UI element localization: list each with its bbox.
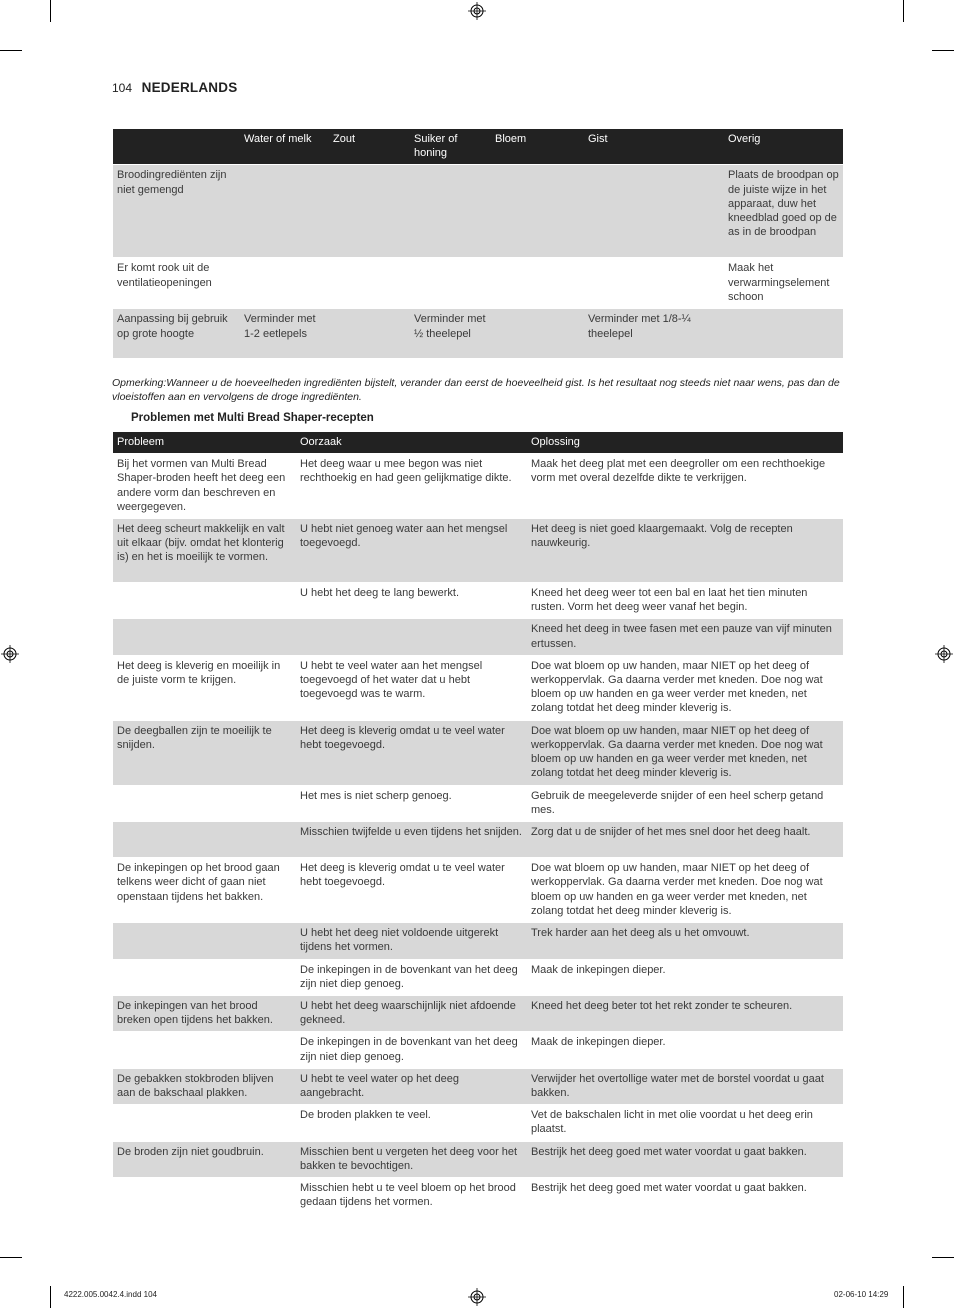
table-cell — [584, 258, 724, 309]
table-cell: Verminder met 1/8-¼ theelepel — [584, 309, 724, 358]
adjustments-table — [113, 129, 843, 358]
section-title: Problemen met Multi Bread Shaper-recepten — [131, 412, 374, 424]
table-cell — [113, 785, 296, 821]
note-text: Opmerking:Wanneer u de hoeveelheden ingrediënten bijstelt, verander dan eerst de hoeveelheid gist. Is het resultaat nog steeds niet naar wens, pas dan de vloeistoffen aan en vervolgens de droge ingrediënten. — [112, 377, 840, 403]
table-cell: Bij het vormen van Multi Bread Shaper-broden heeft het deeg een andere vorm dan beschreven en weergegeven. — [113, 454, 296, 519]
registration-mark-icon — [935, 645, 953, 663]
table-cell: Maak de inkepingen dieper. — [527, 1032, 843, 1068]
registration-mark-icon — [1, 645, 19, 663]
table-cell — [584, 165, 724, 258]
table-cell: Kneed het deeg weer tot een bal en laat het tien minuten rusten. Vorm het deeg weer vanaf het begin. — [527, 583, 843, 619]
table-row — [113, 1068, 843, 1104]
table-row — [113, 519, 843, 583]
table-row — [113, 720, 843, 785]
table-row — [113, 619, 843, 655]
table-cell: Plaats de broodpan op de juiste wijze in het apparaat, duw het kneedblad goed op de as in de broodpan — [724, 165, 843, 258]
table-cell — [240, 258, 329, 309]
crop-mark — [0, 1257, 22, 1258]
table-cell: Trek harder aan het deeg als u het omvouwt. — [527, 923, 843, 959]
table-row — [113, 454, 843, 519]
table-cell: De broden plakken te veel. — [296, 1105, 527, 1141]
table-cell: Zorg dat u de snijder of het mes snel door het deeg haalt. — [527, 822, 843, 858]
table-row — [113, 1105, 843, 1141]
crop-mark — [0, 50, 22, 51]
table-cell: Het deeg scheurt makkelijk en valt uit elkaar (bijv. omdat het klonterig is) en het is moeilijk te vormen. — [113, 519, 296, 583]
table-cell: Doe wat bloem op uw handen, maar NIET op het deeg of werkoppervlak. Ga daarna verder met kneden. Doe nog wat bloem op uw handen en ga weer verder met kneden, net zolang totdat het deeg minder kleverig is. — [527, 720, 843, 785]
table-row — [113, 923, 843, 959]
table-cell: Doe wat bloem op uw handen, maar NIET op het deeg of werkoppervlak. Ga daarna verder met kneden. Doe nog wat bloem op uw handen en ga weer verder met kneden, net zolang totdat het deeg minder kleverig is. — [527, 858, 843, 923]
table-cell — [113, 822, 296, 858]
table-cell — [329, 165, 410, 258]
registration-mark-icon — [468, 2, 486, 20]
table-cell: Gebruik de meegeleverde snijder of een heel scherp getand mes. — [527, 785, 843, 821]
table-cell: Het deeg is kleverig en moeilijk in de juiste vorm te krijgen. — [113, 655, 296, 720]
table-header-cell: Oplossing — [527, 432, 843, 454]
table-cell — [329, 309, 410, 358]
page-language-title: NEDERLANDS — [141, 80, 238, 95]
table-cell: De gebakken stokbroden blijven aan de bakschaal plakken. — [113, 1068, 296, 1104]
table-cell: Vet de bakschalen licht in met olie voordat u het deeg erin plaatst. — [527, 1105, 843, 1141]
table-header-row — [113, 432, 843, 454]
table-cell: U hebt het deeg niet voldoende uitgerekt tijdens het vormen. — [296, 923, 527, 959]
footer-date: 02-06-10 14:29 — [834, 1290, 889, 1299]
table-cell: Het mes is niet scherp genoeg. — [296, 785, 527, 821]
table-cell: U hebt het deeg te lang bewerkt. — [296, 583, 527, 619]
table-cell: Maak het verwarmingselement schoon — [724, 258, 843, 309]
table-cell: Kneed het deeg in twee fasen met een pauze van vijf minuten ertussen. — [527, 619, 843, 655]
table-row — [113, 1141, 843, 1177]
table-cell: Misschien twijfelde u even tijdens het snijden. — [296, 822, 527, 858]
table-row — [113, 858, 843, 923]
troubleshooting-table — [113, 432, 843, 1214]
table-row — [113, 1178, 843, 1214]
table-cell — [491, 309, 584, 358]
table-cell: De deegballen zijn te moeilijk te snijden. — [113, 720, 296, 785]
table-cell: U hebt het deeg waarschijnlijk niet afdoende gekneed. — [296, 996, 527, 1032]
table-cell — [113, 959, 296, 995]
table-cell: Maak het deeg plat met een deegroller om een rechthoekige vorm met overal dezelfde dikte te verkrijgen. — [527, 454, 843, 519]
table-header-cell: Probleem — [113, 432, 296, 454]
table-cell — [296, 619, 527, 655]
crop-mark — [50, 0, 51, 22]
table-cell: Broodingrediënten zijn niet gemengd — [113, 165, 240, 258]
table-cell: Misschien hebt u te veel bloem op het brood gedaan tijdens het vormen. — [296, 1178, 527, 1214]
crop-mark — [50, 1286, 51, 1308]
table-cell: U hebt te veel water aan het mengsel toegevoegd of het water dat u hebt toegevoegd was te warm. — [296, 655, 527, 720]
table-cell: Aanpassing bij gebruik op grote hoogte — [113, 309, 240, 358]
table-cell: De inkepingen op het brood gaan telkens weer dicht of gaan niet openstaan tijdens het bakken. — [113, 858, 296, 923]
table-cell: Misschien bent u vergeten het deeg voor het bakken te bevochtigen. — [296, 1141, 527, 1177]
table-cell — [113, 1178, 296, 1214]
table-header-cell: Oorzaak — [296, 432, 527, 454]
table-cell: U hebt te veel water op het deeg aangebracht. — [296, 1068, 527, 1104]
table-cell — [329, 258, 410, 309]
table-header-cell: Overig — [724, 129, 843, 165]
table-cell: Verwijder het overtollige water met de borstel voordat u gaat bakken. — [527, 1068, 843, 1104]
table-cell — [410, 165, 491, 258]
table-row — [113, 309, 843, 358]
table-cell: De inkepingen in de bovenkant van het deeg zijn niet diep genoeg. — [296, 1032, 527, 1068]
crop-mark — [903, 1286, 904, 1308]
table-cell: Verminder met 1-2 eetlepels — [240, 309, 329, 358]
table-row — [113, 258, 843, 309]
table-cell: Het deeg is niet goed klaargemaakt. Volg de recepten nauwkeurig. — [527, 519, 843, 583]
table-cell: De inkepingen in de bovenkant van het deeg zijn niet diep genoeg. — [296, 959, 527, 995]
table-cell — [724, 309, 843, 358]
table-cell: Bestrijk het deeg goed met water voordat u gaat bakken. — [527, 1178, 843, 1214]
registration-mark-icon — [468, 1288, 486, 1306]
page-header — [112, 80, 237, 95]
table-cell: Maak de inkepingen dieper. — [527, 959, 843, 995]
table-cell — [113, 583, 296, 619]
table-row — [113, 165, 843, 258]
table-cell: Doe wat bloem op uw handen, maar NIET op het deeg of werkoppervlak. Ga daarna verder met kneden. Doe nog wat bloem op uw handen en ga weer verder met kneden, net zolang totdat het deeg minder kleverig is. — [527, 655, 843, 720]
table-cell: De broden zijn niet goudbruin. — [113, 1141, 296, 1177]
table-row — [113, 655, 843, 720]
table-header-cell — [113, 129, 240, 165]
table-cell — [491, 165, 584, 258]
table-cell: Het deeg is kleverig omdat u te veel water hebt toegevoegd. — [296, 858, 527, 923]
table-row — [113, 996, 843, 1032]
crop-mark — [903, 0, 904, 22]
table-cell — [491, 258, 584, 309]
table-cell: Het deeg is kleverig omdat u te veel water hebt toegevoegd. — [296, 720, 527, 785]
table-header-cell: Zout — [329, 129, 410, 165]
table-header-cell: Gist — [584, 129, 724, 165]
table-row — [113, 583, 843, 619]
table-cell: Het deeg waar u mee begon was niet rechthoekig en had geen gelijkmatige dikte. — [296, 454, 527, 519]
crop-mark — [932, 1257, 954, 1258]
table-cell: Er komt rook uit de ventilatieopeningen — [113, 258, 240, 309]
table-cell: U hebt niet genoeg water aan het mengsel toegevoegd. — [296, 519, 527, 583]
table-cell: Bestrijk het deeg goed met water voordat u gaat bakken. — [527, 1141, 843, 1177]
table-cell — [240, 165, 329, 258]
table-cell: De inkepingen van het brood breken open tijdens het bakken. — [113, 996, 296, 1032]
table-row — [113, 785, 843, 821]
table-cell — [113, 923, 296, 959]
table-row — [113, 959, 843, 995]
table-header-cell: Water of melk — [240, 129, 329, 165]
table-cell: Verminder met ½ theelepel — [410, 309, 491, 358]
table-cell — [410, 258, 491, 309]
footer-file-info: 4222.005.0042.4.indd 104 — [64, 1290, 157, 1299]
table-cell: Kneed het deeg beter tot het rekt zonder te scheuren. — [527, 996, 843, 1032]
table-row — [113, 1032, 843, 1068]
table-row — [113, 822, 843, 858]
table-cell — [113, 619, 296, 655]
crop-mark — [932, 50, 954, 51]
table-header-row — [113, 129, 843, 165]
table-cell — [113, 1105, 296, 1141]
page-number: 104 — [112, 81, 133, 95]
table-header-cell: Bloem — [491, 129, 584, 165]
table-header-cell: Suiker of honing — [410, 129, 491, 165]
table-cell — [113, 1032, 296, 1068]
